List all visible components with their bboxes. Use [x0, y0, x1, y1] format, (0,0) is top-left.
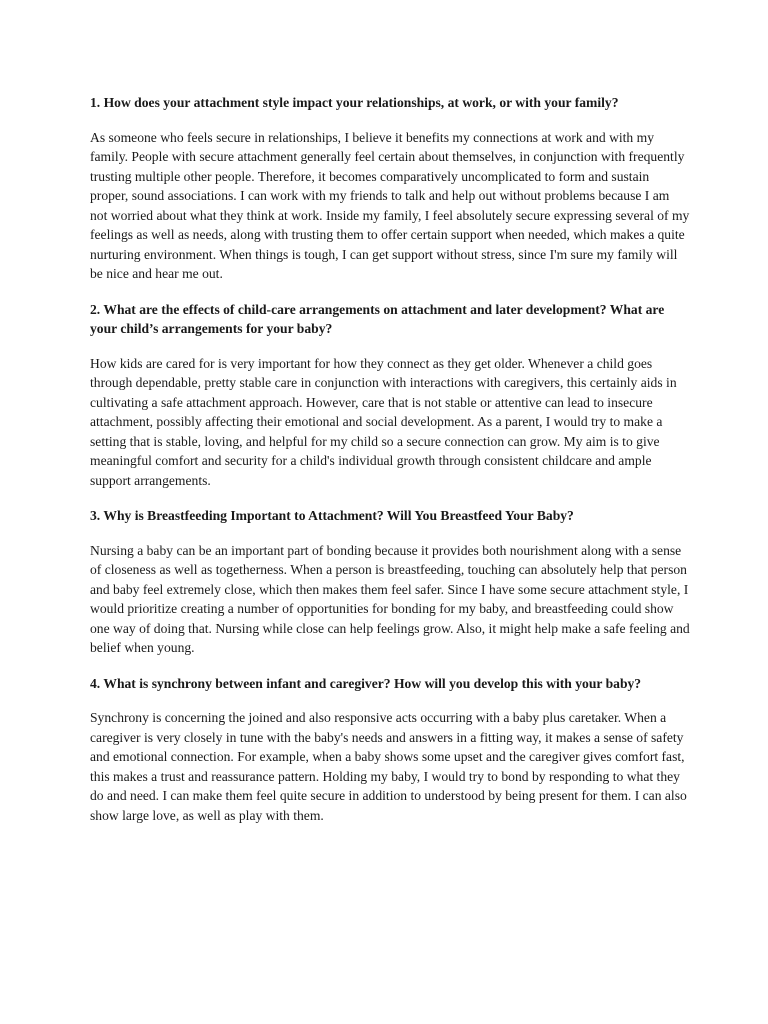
question-heading: 4. What is synchrony between infant and caregiver? How will you develop this with your baby? [90, 675, 642, 691]
section-3 [90, 506, 690, 658]
answer-paragraph: How kids are cared for is very important for how they connect as they get older. Whenever a child goes through dependable, pretty stable care in conjunction with interactions with caregivers, this certainly aids in cultivating a safe attachment approach. However, care that is not stable or attentive can lead to insecure attachment, possibly affecting their emotional and social development. As a parent, I would try to make a setting that is stable, loving, and helpful for my child so a secure connection can grow. My aim is to give meaningful comfort and security for a child's individual growth through consistent childcare and ample support arrangements. [90, 355, 677, 488]
section-2 [90, 300, 690, 491]
question-heading: 1. How does your attachment style impact your relationships, at work, or with your family? [90, 95, 619, 110]
answer-paragraph: As someone who feels secure in relationships, I believe it benefits my connections at work and with my family. People with secure attachment generally feel certain about themselves, in conjunction with frequently trusting multiple other people. Therefore, it becomes comparatively uncomplicated to form and sustain proper, sound associations. I can work with my friends to talk and help out without problems because I am not worried about what they think at work. Inside my family, I feel absolutely secure expressing several of my feelings as well as needs, along with trusting them to offer certain support when needed, which makes a quite nurturing environment. When things is tough, I can get support without stress, since I'm sure my family will be nice and hear me out. [90, 129, 690, 281]
answer-paragraph: Synchrony is concerning the joined and also responsive acts occurring with a baby plus caretaker. When a caregiver is very closely in tune with the baby's needs and answers in a fitting way, it makes a sense of safety and emotional connection. For example, when a baby shows some upset and the caregiver gives comfort fast, this makes a trust and reassurance pattern. Holding my baby, I would try to bond by responding to what they do and need. I can make them feel quite secure in addition to understood by being present for them. I can also show large love, as well as play with them. [90, 710, 687, 823]
question-heading: 2. What are the effects of child-care arrangements on attachment and later development? What are your child’s arrangements for your baby? [90, 301, 665, 336]
document-page [90, 93, 690, 841]
section-4 [90, 674, 690, 826]
question-heading: 3. Why is Breastfeeding Important to Attachment? Will You Breastfeed Your Baby? [90, 508, 574, 523]
section-1 [90, 93, 690, 284]
answer-paragraph: Nursing a baby can be an important part of bonding because it provides both nourishment along with a sense of closeness as well as togetherness. When a person is breastfeeding, touching can absolutely help that person and baby feel extremely close, which then makes them feel safer. Since I have some secure attachment style, I would prioritize creating a number of opportunities for bonding for my baby, and breastfeeding could show one way of doing that. Nursing while close can help feelings grow. Also, it might help make a safe feeling and belief when young. [90, 542, 690, 655]
